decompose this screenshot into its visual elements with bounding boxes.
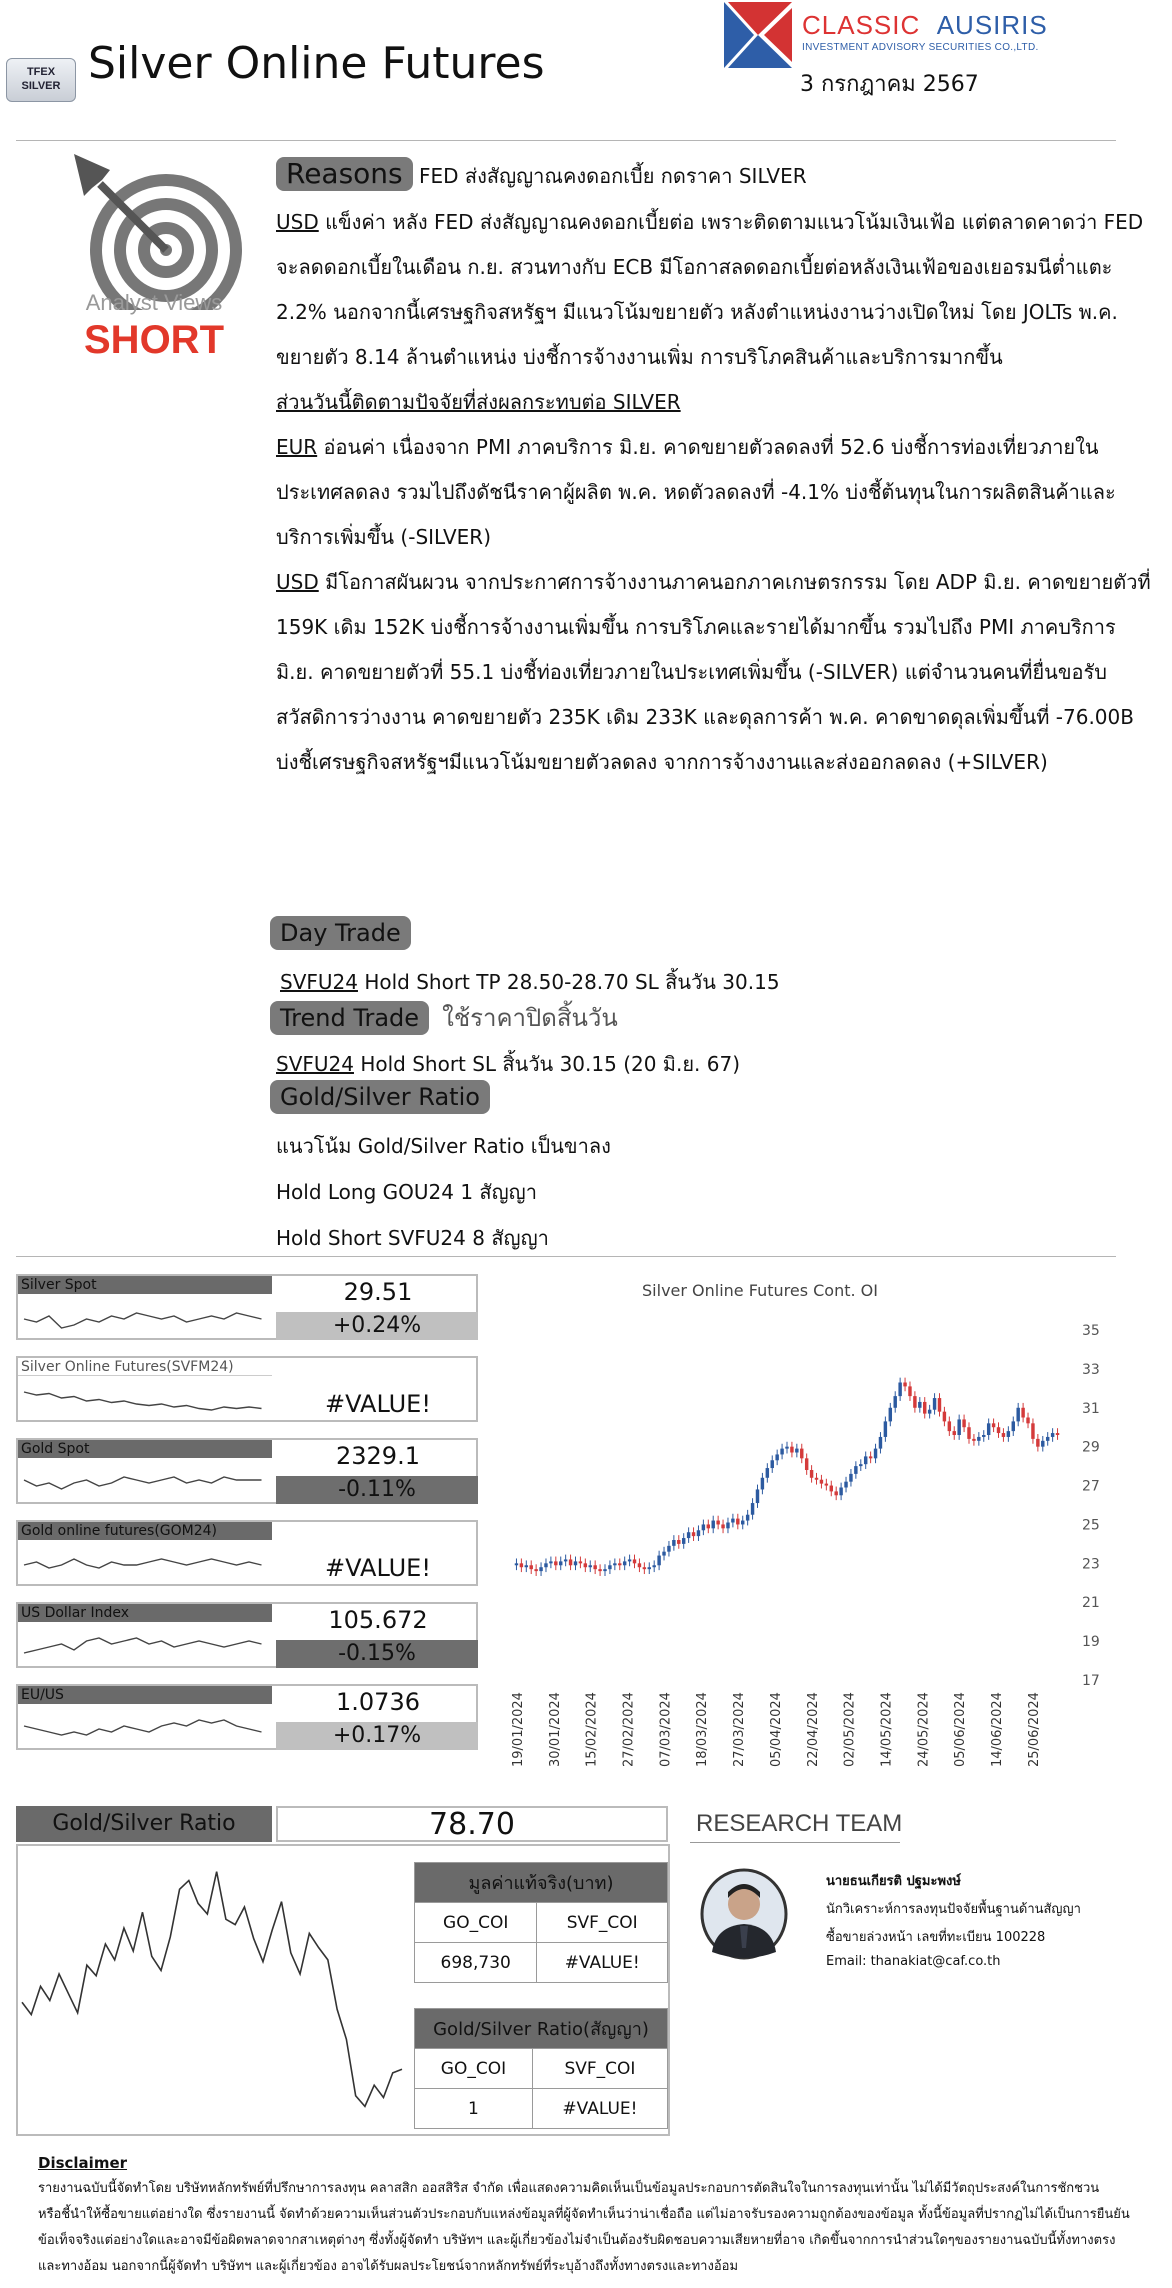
candle-body bbox=[800, 1449, 803, 1459]
candle-body bbox=[844, 1482, 847, 1488]
candle-body bbox=[923, 1402, 926, 1414]
y-tick-label: 27 bbox=[1082, 1478, 1100, 1495]
ratio-tag-wrap bbox=[270, 1080, 490, 1114]
candle-body bbox=[943, 1412, 946, 1422]
y-tick-label: 35 bbox=[1082, 1323, 1100, 1339]
candle-body bbox=[736, 1519, 739, 1525]
candle-body bbox=[638, 1563, 641, 1567]
analyst-avatar bbox=[700, 1868, 788, 1960]
x-tick-label: 27/03/2024 bbox=[732, 1692, 748, 1767]
trend-trade-line bbox=[276, 1048, 740, 1080]
candle-body bbox=[864, 1456, 867, 1464]
market-label: Silver Spot bbox=[18, 1276, 272, 1294]
candle-body bbox=[598, 1569, 601, 1571]
reason-paragraph-3: อ่อนค่า เนื่องจาก PMI ภาคบริการ มิ.ย. คาดขยายตัวลดลงที่ 52.6 บ่งชี้การท่องเที่ยวภายในประเทศลดลง รวมไปถึงดัชนีราคาผู้ผลิต พ.ค. หดตัวลดลงที่ -4.1% บ่งชี้ต้นทุนในการผลิตสินค้าและบริการเพิ่มขึ้น (-SILVER) bbox=[276, 435, 1116, 549]
y-tick-label: 23 bbox=[1082, 1556, 1100, 1573]
reason-key-eur: EUR bbox=[276, 435, 318, 459]
candle-body bbox=[972, 1439, 975, 1441]
candle-body bbox=[1036, 1439, 1039, 1447]
y-tick-label: 25 bbox=[1082, 1517, 1100, 1534]
trend-trade-note: ใช้ราคาปิดสิ้นวัน bbox=[442, 1004, 618, 1032]
candle-body bbox=[697, 1530, 700, 1536]
valuation-go-coi: 698,730 bbox=[415, 1943, 537, 1983]
day-trade-tag-wrap bbox=[270, 916, 411, 950]
ratio-line-2: Hold Long GOU24 1 สัญญา bbox=[276, 1180, 537, 1204]
company-name-2: AUSIRIS bbox=[936, 10, 1048, 40]
market-label: Silver Online Futures(SVFM24) bbox=[18, 1358, 272, 1376]
sparkline bbox=[20, 1544, 272, 1584]
candle-body bbox=[520, 1563, 523, 1567]
silver-futures-candlestick-chart bbox=[500, 1262, 1140, 1782]
research-team-title: RESEARCH TEAM bbox=[696, 1810, 903, 1837]
candle-body bbox=[677, 1540, 680, 1544]
candle-body bbox=[1031, 1423, 1034, 1439]
reason-paragraph-4: มีโอกาสผันผวน จากประกาศการจ้างงานภาคนอกภาคเกษตรกรรม โดย ADP มิ.ย. คาดขยายตัวที่ 159K เดิม 152K บ่งชี้การจ้างงานเพิ่มขึ้น การบริโภคและรายได้มากขึ้น รวมไปถึง PMI ภาคบริการ มิ.ย. คาดขยายตัวที่ 55.1 บ่งชี้ท่องเที่ยวภายในประเทศเพิ่มขึ้น (-SILVER) แต่จำนวนคนที่ยื่นขอรับสวัสดิการว่างงาน คาดขยายตัว 235K เดิม 233K และดุลการค้า พ.ค. คาดขาดดุลเพิ่มขึ้นที่ -76.00B บ่งชี้เศรษฐกิจสหรัฐฯมีแนวโน้มขยายตัวลดลง จากการจ้างงานและส่งออกลดลง (+SILVER) bbox=[276, 570, 1151, 774]
day-trade-tag: Day Trade bbox=[270, 916, 411, 950]
candle-body bbox=[721, 1524, 724, 1528]
candle-body bbox=[667, 1546, 670, 1552]
candle-body bbox=[731, 1519, 734, 1523]
candle-body bbox=[593, 1565, 596, 1569]
market-value: 105.672 bbox=[328, 1606, 428, 1634]
candle-body bbox=[987, 1423, 990, 1435]
market-value: #VALUE! bbox=[325, 1554, 431, 1582]
candle-body bbox=[879, 1437, 882, 1449]
candle-body bbox=[834, 1491, 837, 1495]
reason-paragraph-2: ส่วนวันนี้ติดตามปัจจัยที่ส่งผลกระทบต่อ SILVER bbox=[276, 390, 681, 414]
candle-body bbox=[1056, 1433, 1059, 1435]
disclaimer-line-2: หรือชี้นำให้ซื้อขายแต่อย่างใด ซึ่งรายงานนี้ จัดทำด้วยความเห็นส่วนตัวประกอบกับแหล่งข้อมูลที่ผู้จัดทำเห็นว่าน่าเชื่อถือ แต่ไม่อาจรับรองความถูกต้องของข้อมูล ทั้งนี้ข้อมูลที่ปรากฏไม่ได้เป็นการยืนยัน bbox=[38, 2207, 1130, 2222]
candle-body bbox=[884, 1421, 887, 1437]
y-tick-label: 33 bbox=[1082, 1361, 1100, 1378]
candle-body bbox=[544, 1563, 547, 1567]
valuation-header: มูลค่าแท้จริง(บาท) bbox=[415, 1863, 668, 1903]
candle-body bbox=[716, 1521, 719, 1525]
disclaimer bbox=[38, 2150, 1148, 2280]
candle-body bbox=[652, 1565, 655, 1567]
candle-body bbox=[589, 1565, 592, 1567]
market-label: EU/US bbox=[18, 1686, 272, 1704]
disclaimer-line-3: ข้อเท็จจริงแต่อย่างใดและอาจมีข้อผิดพลาดจากสาเหตุต่างๆ ซึ่งทั้งผู้จัดทำ บริษัทฯ และผู้เกี่ยวข้องไม่จำเป็นต้องรับผิดชอบความเสียหายที่อาจ เกิดขึ้นจากการนำส่วนใดๆของรายงานฉบับนี้ทั้งทางตรง bbox=[38, 2233, 1116, 2248]
candle-body bbox=[933, 1398, 936, 1410]
candle-body bbox=[643, 1567, 646, 1569]
candle-body bbox=[534, 1569, 537, 1571]
reason-key-usd: USD bbox=[276, 210, 319, 234]
candle-body bbox=[785, 1447, 788, 1449]
x-tick-label: 30/01/2024 bbox=[547, 1692, 563, 1767]
candle-body bbox=[692, 1532, 695, 1536]
candle-body bbox=[790, 1447, 793, 1453]
candle-body bbox=[893, 1396, 896, 1408]
candle-body bbox=[953, 1431, 956, 1435]
reason-paragraph-1: แข็งค่า หลัง FED ส่งสัญญาณคงดอกเบี้ยต่อ เพราะติดตามแนวโน้มเงินเฟ้อ แต่ตลาดคาดว่า FED จะลดดอกเบี้ยในเดือน ก.ย. สวนทางกับ ECB มีโอกาสลดดอกเบี้ยต่อหลังเงินเฟ้อของเยอรมนีต่ำแตะ 2.2% นอกจากนี้เศรษฐกิจสหรัฐฯ มีแนวโน้มขยายตัว หลังตำแหน่งงานว่างเปิดใหม่ โดย JOLTs พ.ค. ขยายตัว 8.14 ล้านตำแหน่ง บ่งชี้การจ้างงานเพิ่ม การบริโภคสินค้าและบริการมากขึ้น bbox=[276, 210, 1144, 369]
x-tick-label: 14/05/2024 bbox=[879, 1692, 895, 1767]
company-subtitle: INVESTMENT ADVISORY SECURITIES CO.,LTD. bbox=[802, 42, 1039, 53]
market-value: 1.0736 bbox=[336, 1688, 420, 1716]
valuation-col-1: GO_COI bbox=[415, 1903, 537, 1943]
candle-body bbox=[795, 1449, 798, 1453]
x-tick-label: 14/06/2024 bbox=[990, 1692, 1006, 1767]
analyst-license: ซื้อขายล่วงหน้า เลขที่ทะเบียน 100228 bbox=[826, 1930, 1046, 1945]
candle-body bbox=[657, 1556, 660, 1566]
x-tick-label: 15/02/2024 bbox=[584, 1692, 600, 1767]
candle-body bbox=[746, 1515, 749, 1521]
candle-body bbox=[1021, 1408, 1024, 1418]
candle-body bbox=[874, 1449, 877, 1459]
candle-body bbox=[918, 1402, 921, 1408]
market-value: 2329.1 bbox=[336, 1442, 420, 1470]
candle-body bbox=[938, 1398, 941, 1412]
sparkline-path bbox=[24, 1392, 262, 1410]
candle-body bbox=[839, 1488, 842, 1496]
y-tick-label: 29 bbox=[1082, 1439, 1100, 1456]
sparkline bbox=[20, 1298, 272, 1338]
trend-trade-tag: Trend Trade bbox=[270, 1001, 429, 1035]
candle-body bbox=[869, 1456, 872, 1458]
day-trade-line bbox=[280, 966, 780, 998]
ratio-contract-svf: #VALUE! bbox=[532, 2089, 667, 2129]
candle-body bbox=[1046, 1437, 1049, 1441]
candle-body bbox=[613, 1563, 616, 1565]
sparkline-path bbox=[24, 1720, 262, 1735]
valuation-col-2: SVF_COI bbox=[537, 1903, 668, 1943]
y-tick-label: 31 bbox=[1082, 1400, 1100, 1417]
x-tick-label: 02/05/2024 bbox=[842, 1692, 858, 1767]
ratio-line-3: Hold Short SVFU24 8 สัญญา bbox=[276, 1226, 549, 1250]
market-label: Gold Spot bbox=[18, 1440, 272, 1458]
candle-body bbox=[967, 1427, 970, 1439]
x-tick-label: 22/04/2024 bbox=[805, 1692, 821, 1767]
candle-body bbox=[849, 1474, 852, 1482]
market-value: 29.51 bbox=[343, 1278, 413, 1306]
valuation-svf-coi: #VALUE! bbox=[537, 1943, 668, 1983]
ratio-line-1: แนวโน้ม Gold/Silver Ratio เป็นขาลง bbox=[276, 1134, 611, 1158]
candle-body bbox=[707, 1524, 710, 1528]
candle-body bbox=[584, 1563, 587, 1567]
day-trade-text: Hold Short TP 28.50-28.70 SL สิ้นวัน 30.15 bbox=[357, 970, 780, 994]
y-tick-label: 21 bbox=[1082, 1595, 1100, 1612]
sparkline-path bbox=[24, 1638, 262, 1653]
page-title: Silver Online Futures bbox=[88, 38, 545, 89]
candle-body bbox=[898, 1383, 901, 1397]
candle-body bbox=[780, 1449, 783, 1455]
market-change: +0.24% bbox=[276, 1312, 478, 1340]
market-box bbox=[16, 1356, 478, 1422]
candle-body bbox=[771, 1460, 774, 1468]
candle-body bbox=[761, 1478, 764, 1490]
candle-body bbox=[549, 1561, 552, 1563]
candle-body bbox=[859, 1464, 862, 1466]
market-label: US Dollar Index bbox=[18, 1604, 272, 1622]
candle-body bbox=[633, 1559, 636, 1563]
candle-body bbox=[579, 1561, 582, 1563]
valuation-table bbox=[414, 1862, 668, 1983]
sparkline bbox=[20, 1462, 272, 1502]
candle-body bbox=[766, 1468, 769, 1478]
candle-body bbox=[662, 1552, 665, 1556]
day-trade-symbol: SVFU24 bbox=[280, 970, 358, 994]
candle-body bbox=[711, 1521, 714, 1529]
candle-body bbox=[751, 1503, 754, 1515]
candle-body bbox=[741, 1521, 744, 1525]
candle-body bbox=[756, 1489, 759, 1503]
candle-body bbox=[1012, 1421, 1015, 1431]
candle-body bbox=[529, 1565, 532, 1569]
candle-body bbox=[623, 1561, 626, 1565]
reason-key-usd-2: USD bbox=[276, 570, 319, 594]
candle-body bbox=[977, 1437, 980, 1441]
analyst-views-label: Analyst Views bbox=[85, 290, 223, 315]
market-change: +0.17% bbox=[276, 1722, 478, 1750]
market-box bbox=[16, 1274, 478, 1340]
candle-body bbox=[1016, 1408, 1019, 1422]
market-box bbox=[16, 1438, 478, 1504]
candle-body bbox=[805, 1458, 808, 1470]
candle-body bbox=[913, 1396, 916, 1408]
candle-body bbox=[574, 1561, 577, 1565]
candle-body bbox=[775, 1454, 778, 1460]
market-change: -0.15% bbox=[276, 1640, 478, 1668]
candle-body bbox=[1041, 1441, 1044, 1447]
reasons-tag: Reasons bbox=[276, 157, 413, 191]
trend-trade-text: Hold Short SL สิ้นวัน 30.15 (20 มิ.ย. 67) bbox=[353, 1052, 741, 1076]
x-tick-label: 19/01/2024 bbox=[511, 1692, 526, 1767]
candle-body bbox=[889, 1408, 892, 1422]
x-tick-label: 07/03/2024 bbox=[658, 1692, 674, 1767]
ratio-line bbox=[22, 1872, 402, 2107]
ratio-tag: Gold/Silver Ratio bbox=[270, 1080, 490, 1114]
candle-body bbox=[928, 1410, 931, 1414]
analyst-email[interactable]: Email: thanakiat@caf.co.th bbox=[826, 1954, 1001, 1969]
market-label: Gold online futures(GOM24) bbox=[18, 1522, 272, 1540]
trend-trade-tag-wrap bbox=[270, 998, 618, 1037]
candle-body bbox=[948, 1421, 951, 1431]
sparkline-path bbox=[24, 1559, 262, 1568]
target-arrow-icon bbox=[54, 150, 254, 310]
candle-body bbox=[854, 1466, 857, 1474]
candle-body bbox=[559, 1561, 562, 1565]
y-tick-label: 19 bbox=[1082, 1634, 1100, 1651]
candle-body bbox=[525, 1565, 528, 1567]
ratio-contract-header: Gold/Silver Ratio(สัญญา) bbox=[415, 2009, 668, 2049]
candle-body bbox=[810, 1470, 813, 1478]
analyst-role: นักวิเคราะห์การลงทุนปัจจัยพื้นฐานด้านสัญญา bbox=[826, 1902, 1081, 1917]
candle-body bbox=[997, 1427, 1000, 1433]
candle-body bbox=[962, 1419, 965, 1427]
market-value: #VALUE! bbox=[325, 1390, 431, 1418]
candle-body bbox=[564, 1559, 567, 1561]
x-tick-label: 18/03/2024 bbox=[695, 1692, 711, 1767]
sparkline bbox=[20, 1380, 272, 1420]
candle-body bbox=[515, 1563, 518, 1565]
ratio-value: 78.70 bbox=[276, 1806, 668, 1842]
candle-body bbox=[1007, 1431, 1010, 1437]
ratio-contract-go: 1 bbox=[415, 2089, 533, 2129]
candle-body bbox=[820, 1480, 823, 1484]
market-box bbox=[16, 1520, 478, 1586]
candle-body bbox=[682, 1538, 685, 1544]
market-change: -0.11% bbox=[276, 1476, 478, 1504]
x-tick-label: 25/06/2024 bbox=[1026, 1692, 1042, 1767]
candle-body bbox=[815, 1478, 818, 1480]
reasons-headline: FED ส่งสัญญาณคงดอกเบี้ย กดราคา SILVER bbox=[419, 164, 807, 188]
ratio-chart-title: Gold/Silver Ratio bbox=[16, 1806, 272, 1842]
analyst-view-short: SHORT bbox=[84, 318, 224, 362]
ratio-contract-col-1: GO_COI bbox=[415, 2049, 533, 2089]
candle-body bbox=[648, 1567, 651, 1569]
candle-body bbox=[982, 1435, 985, 1437]
candle-body bbox=[603, 1569, 606, 1571]
candle-body bbox=[569, 1559, 572, 1565]
candle-body bbox=[608, 1565, 611, 1569]
candle-body bbox=[539, 1567, 542, 1571]
market-box bbox=[16, 1684, 478, 1750]
candle-body bbox=[992, 1423, 995, 1427]
company-logo-icon bbox=[724, 2, 792, 68]
ratio-contract-col-2: SVF_COI bbox=[532, 2049, 667, 2089]
gold-silver-ratio-chart bbox=[16, 1844, 412, 2136]
disclaimer-line-1: รายงานฉบับนี้จัดทำโดย บริษัทหลักทรัพย์ที่ปรึกษาการลงทุน คลาสสิก ออสสิริส จำกัด เพื่อแสดงความคิดเห็นเป็นข้อมูลประกอบการตัดสินใจในการลงทุนเท่านั้น ไม่ได้มีวัตถุประสงค์ในการชักชวน bbox=[38, 2181, 1100, 2196]
candle-body bbox=[908, 1386, 911, 1396]
candle-body bbox=[687, 1532, 690, 1538]
market-box bbox=[16, 1602, 478, 1668]
divider bbox=[690, 1842, 900, 1843]
x-tick-label: 05/06/2024 bbox=[953, 1692, 969, 1767]
company-name bbox=[802, 10, 1048, 41]
candle-body bbox=[957, 1419, 960, 1435]
sparkline bbox=[20, 1708, 272, 1748]
candle-body bbox=[618, 1563, 621, 1565]
candle-body bbox=[672, 1540, 675, 1546]
candle-body bbox=[554, 1561, 557, 1565]
y-tick-label: 17 bbox=[1082, 1673, 1100, 1689]
candle-body bbox=[830, 1486, 833, 1492]
candle-body bbox=[1002, 1433, 1005, 1437]
sparkline bbox=[20, 1626, 272, 1666]
divider bbox=[16, 140, 1116, 141]
candle-body bbox=[825, 1484, 828, 1486]
chart-title: Silver Online Futures Cont. OI bbox=[642, 1281, 878, 1300]
x-tick-label: 27/02/2024 bbox=[621, 1692, 637, 1767]
trend-trade-symbol: SVFU24 bbox=[276, 1052, 354, 1076]
candle-body bbox=[628, 1559, 631, 1561]
candle-body bbox=[903, 1383, 906, 1387]
report-date: 3 กรกฎาคม 2567 bbox=[800, 72, 979, 97]
x-tick-label: 24/05/2024 bbox=[916, 1692, 932, 1767]
ratio-contract-table bbox=[414, 2008, 668, 2129]
company-name-1: CLASSIC bbox=[802, 10, 921, 40]
disclaimer-title: Disclaimer bbox=[38, 2154, 128, 2172]
analyst-name: นายธนเกียรติ ปฐมะพงษ์ bbox=[826, 1874, 961, 1889]
divider bbox=[16, 1256, 1116, 1257]
sparkline-path bbox=[24, 1477, 262, 1489]
candle-body bbox=[702, 1524, 705, 1530]
candle-body bbox=[1026, 1418, 1029, 1424]
x-tick-label: 05/04/2024 bbox=[768, 1692, 784, 1767]
reasons-section bbox=[276, 152, 1156, 785]
candle-body bbox=[1051, 1433, 1054, 1437]
tfex-silver-logo: TFEX SILVER bbox=[6, 58, 76, 102]
disclaimer-line-4: และทางอ้อม นอกจากนี้ผู้จัดทำ บริษัทฯ และผู้เกี่ยวข้อง อาจได้รับผลประโยชน์จากหลักทรัพย์ที่ระบุอ้างถึงทั้งทางตรงและทางอ้อม bbox=[38, 2259, 739, 2274]
sparkline-path bbox=[24, 1313, 262, 1328]
candle-body bbox=[726, 1523, 729, 1529]
